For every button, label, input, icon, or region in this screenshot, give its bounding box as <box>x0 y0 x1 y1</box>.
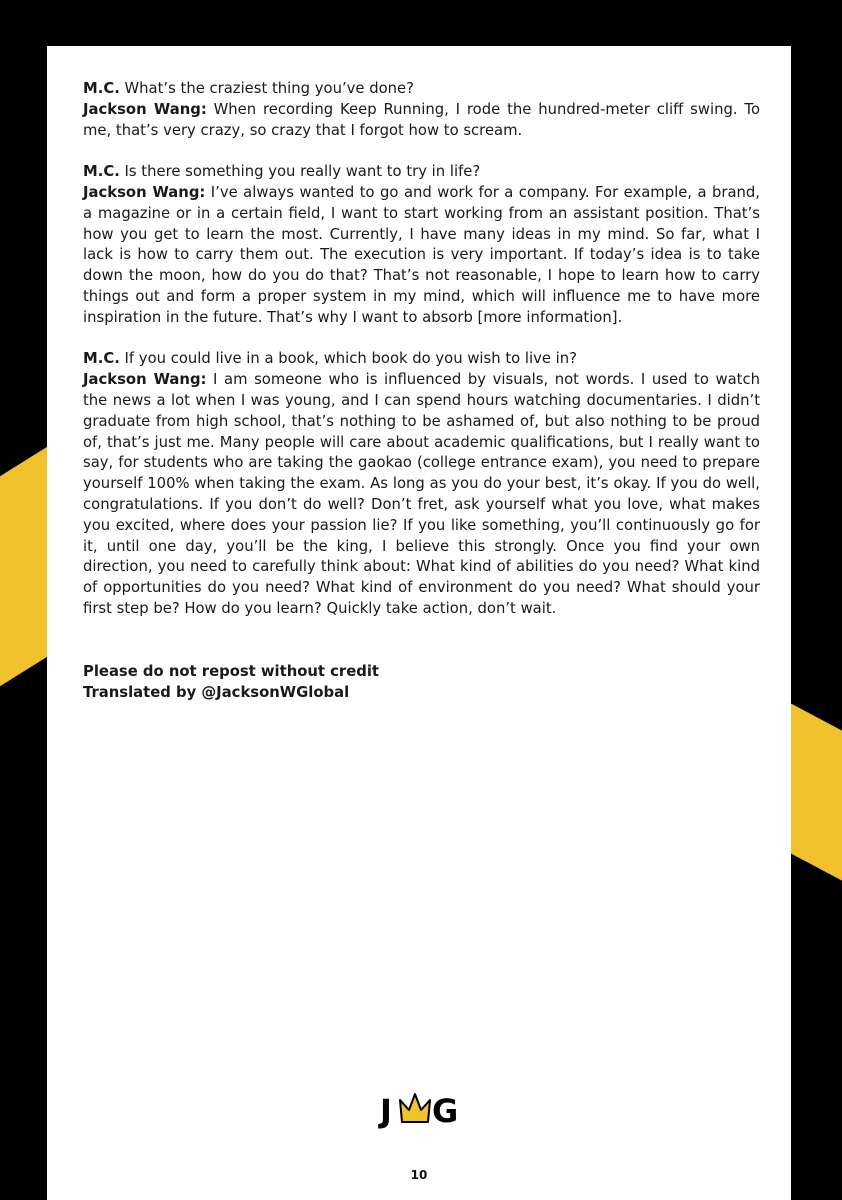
answer-speaker: Jackson Wang: <box>83 371 207 389</box>
repost-notice: Please do not repost without credit <box>83 662 380 680</box>
answer-text: When recording Keep Running, I rode the hundred-meter cliff swing. To me, that’s very crazy, so crazy that I forgot how to scream. <box>83 100 760 139</box>
answer <box>83 100 760 142</box>
qa-block <box>83 349 760 619</box>
translator-credit: Translated by @JacksonWGlobal <box>83 683 350 701</box>
question-text: If you could live in a book, which book do you wish to live in? <box>119 350 578 368</box>
interview-content <box>83 79 760 703</box>
answer-text: I am someone who is influenced by visuals, not words. I used to watch the news a lot when I was young, and I can spend hours watching documentaries. I didn’t graduate from high school, that’s nothing to be ashamed of, but also nothing to be proud of, that’s just me. Many people will care about academic qualifications, but I really want to say, for students who are taking the gaokao (college entrance exam), you need to prepare yourself 100% when taking the exam. As long as you do your best, it’s okay. If you do well, congratulations. If you don’t do well? Don’t fret, ask yourself what you love, what makes you excited, where does your passion lie? If you like something, you’ll continuously go for it, until one day, you’ll be the king, I believe this strongly. Once you find your own direction, you need to carefully think about: What kind of abilities do you need? What kind of opportunities do you need? What kind of environment do you need? What should your first step be? How do you learn? Quickly take action, don’t wait. <box>83 371 760 617</box>
jwg-crown-logo <box>378 1086 464 1130</box>
question-text: Is there something you really want to try in life? <box>119 163 481 181</box>
question <box>83 349 760 370</box>
document-page <box>47 46 791 1200</box>
question <box>83 162 760 183</box>
answer-speaker: Jackson Wang: <box>83 183 206 201</box>
qa-block <box>83 162 760 328</box>
question <box>83 79 760 100</box>
logo-letter-j: J <box>380 1092 392 1130</box>
question-speaker: M.C. <box>83 80 120 97</box>
answer-speaker: Jackson Wang: <box>83 100 207 118</box>
credits <box>83 662 760 704</box>
logo-letter-g: G <box>432 1092 459 1130</box>
crown-icon <box>400 1094 430 1122</box>
answer <box>83 370 760 620</box>
answer-text: I’ve always wanted to go and work for a company. For example, a brand, a magazine or in a certain field, I want to start working from an assistant position. That’s how you get to learn the most. Currently, I have many ideas in my mind. So far, what I lack is how to carry them out. The execution is very important. If today’s idea is to take down the moon, how do you do that? That’s not reasonable, I hope to learn how to carry things out and form a proper system in my mind, which will influence me to have more inspiration in the future. That’s why I want to absorb [more information]. <box>83 183 760 326</box>
qa-block <box>83 79 760 141</box>
question-text: What’s the craziest thing you’ve done? <box>119 80 414 97</box>
page-number: 10 <box>410 1168 428 1182</box>
question-speaker: M.C. <box>83 163 120 181</box>
question-speaker: M.C. <box>83 350 120 368</box>
answer <box>83 183 760 329</box>
